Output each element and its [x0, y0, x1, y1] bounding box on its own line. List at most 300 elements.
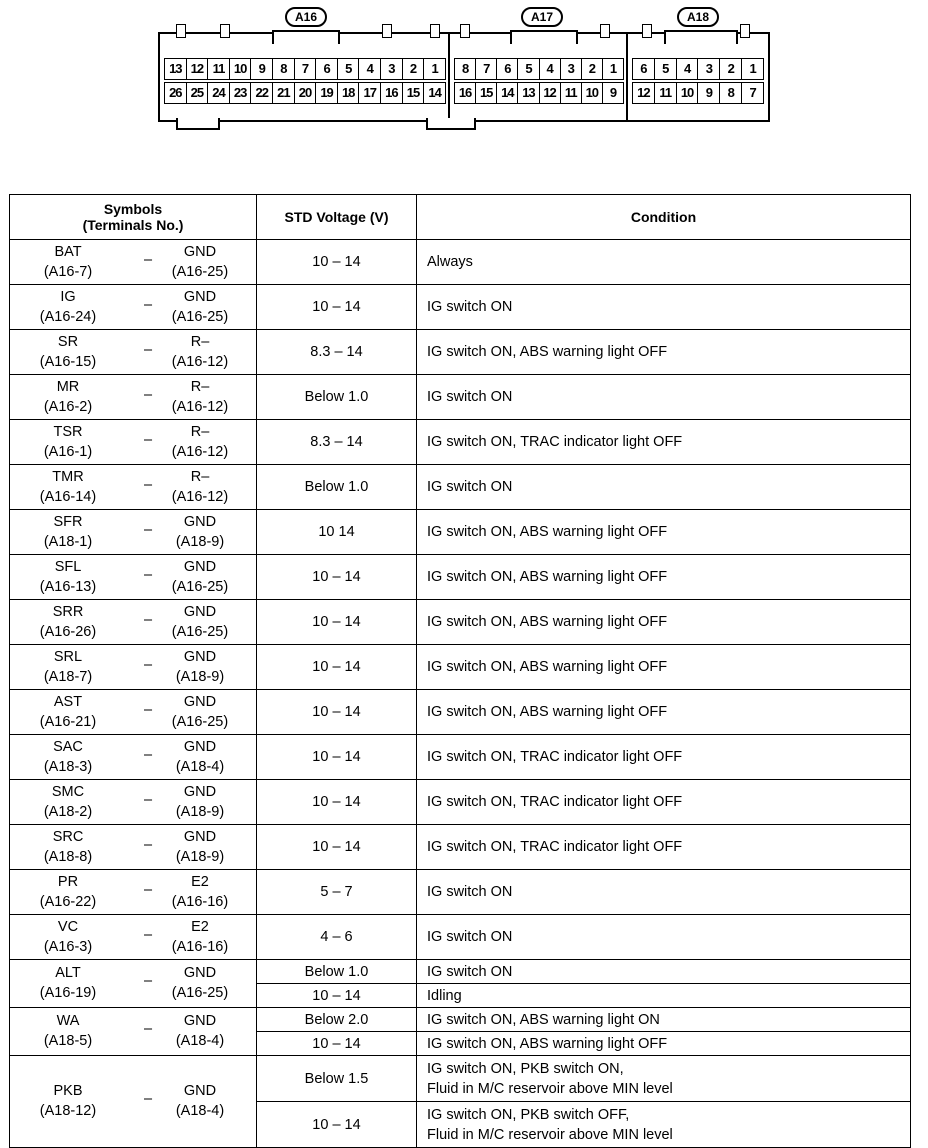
pin-label: 15 [475, 82, 496, 104]
terminal-to [160, 963, 240, 1003]
pin-label: 21 [272, 82, 294, 104]
condition-cell [417, 645, 911, 690]
symbol-name: TSR [53, 424, 83, 440]
terminal-to [160, 1081, 240, 1121]
terminal-number: (A16-16) [171, 894, 229, 910]
symbol-name: SFL [54, 559, 82, 575]
terminal-number: (A16-21) [39, 714, 97, 730]
connector-a18-label: A18 [677, 7, 719, 27]
pin-label: 1 [602, 58, 624, 80]
voltage-value: 5 – 7 [320, 884, 353, 900]
connector-a16-label: A16 [285, 7, 327, 27]
terminal-from [28, 647, 108, 687]
terminal-from [28, 692, 108, 732]
separator-dash: – [143, 342, 153, 358]
condition-cell [417, 825, 911, 870]
condition-cell [417, 780, 911, 825]
terminal-from [28, 242, 108, 282]
terminal-to [160, 242, 240, 282]
terminal-to [160, 377, 240, 417]
symbol-name: SRL [53, 649, 83, 665]
pin-label: 4 [358, 58, 380, 80]
terminal-number: (A16-16) [171, 939, 229, 955]
pin-label: 7 [475, 58, 496, 80]
condition-cell [417, 600, 911, 645]
symbol-cell [10, 375, 257, 420]
voltage-cell [257, 465, 417, 510]
condition-text: IG switch ON [427, 299, 513, 315]
table-body [10, 240, 911, 1148]
symbol-cell [10, 330, 257, 375]
symbol-name: SR [57, 334, 79, 350]
terminal-from [28, 332, 108, 372]
pin-label: 11 [560, 82, 581, 104]
symbol-cell [10, 960, 257, 1008]
separator-dash: – [143, 1021, 153, 1037]
pin-label: 24 [207, 82, 229, 104]
condition-text: IG switch ON [427, 963, 513, 980]
voltage-value: Below 1.0 [304, 389, 369, 405]
terminal-to [160, 782, 240, 822]
terminal-number: (A16-24) [39, 309, 97, 325]
pin-label: 13 [164, 58, 186, 80]
table-row [10, 600, 911, 645]
terminal-from [28, 377, 108, 417]
pin-label: 8 [454, 58, 475, 80]
symbol-name: ALT [55, 965, 81, 981]
terminal-number: (A18-8) [43, 849, 93, 865]
condition-cell [417, 1008, 911, 1056]
table-row [10, 870, 911, 915]
symbol-name: WA [56, 1013, 80, 1029]
condition-cell [417, 870, 911, 915]
voltage-value: 10 – 14 [312, 254, 361, 270]
symbol-name: IG [60, 289, 76, 305]
separator-dash: – [143, 387, 153, 403]
terminal-number: (A18-4) [175, 759, 225, 775]
condition-text: IG switch ON, PKB switch ON, Fluid in M/C reservoir above MIN level [427, 1060, 673, 1097]
terminal-number: (A18-12) [39, 1103, 97, 1119]
terminal-number: (A16-25) [171, 309, 229, 325]
terminal-from [28, 1081, 108, 1121]
symbol-cell [10, 240, 257, 285]
terminal-number: (A16-25) [171, 714, 229, 730]
condition-text: IG switch ON, ABS warning light OFF [427, 569, 668, 585]
voltage-value: 8.3 – 14 [310, 344, 363, 360]
separator-dash: – [143, 297, 153, 313]
symbol-cell [10, 825, 257, 870]
terminal-number: (A16-14) [39, 489, 97, 505]
symbol-cell [10, 510, 257, 555]
condition-text: Always [427, 254, 473, 270]
symbol-name: SRC [52, 829, 84, 845]
symbol-cell [10, 1056, 257, 1148]
terminal-number: (A18-4) [175, 1033, 225, 1049]
condition-text: IG switch ON, ABS warning light OFF [427, 704, 668, 720]
pin-label: 25 [186, 82, 208, 104]
condition-cell [417, 555, 911, 600]
symbol-name: SFR [53, 514, 83, 530]
voltage-header: STD Voltage (V) [257, 195, 417, 240]
voltage-cell [257, 1008, 417, 1056]
pin-label: 23 [229, 82, 251, 104]
terminal-number: (A18-9) [175, 669, 225, 685]
voltage-cell [257, 510, 417, 555]
pin-label: 12 [632, 82, 654, 104]
pin-label: 26 [164, 82, 186, 104]
voltage-cell [257, 375, 417, 420]
condition-text: IG switch ON [427, 479, 513, 495]
pin-label: 8 [719, 82, 741, 104]
terminal-to [160, 557, 240, 597]
terminal-number: (A16-26) [39, 624, 97, 640]
terminal-to [160, 512, 240, 552]
terminal-number: (A18-4) [175, 1103, 225, 1119]
terminal-from [28, 872, 108, 912]
separator-dash: – [143, 252, 153, 268]
terminal-number: (A16-25) [171, 579, 229, 595]
separator-dash: – [143, 657, 153, 673]
terminal-from [28, 557, 108, 597]
symbol-name: E2 [191, 919, 209, 935]
condition-text: IG switch ON [427, 884, 513, 900]
terminal-from [28, 782, 108, 822]
symbols-header-line2: (Terminals No.) [82, 217, 184, 233]
symbol-cell [10, 420, 257, 465]
separator-dash: – [143, 1091, 153, 1107]
voltage-value: 10 – 14 [257, 983, 416, 1007]
terminal-number: (A18-1) [43, 534, 93, 550]
symbol-name: TMR [52, 469, 84, 485]
pin-label: 10 [229, 58, 251, 80]
symbol-cell [10, 555, 257, 600]
voltage-spec-table [9, 194, 911, 1148]
condition-header: Condition [417, 195, 911, 240]
voltage-cell [257, 690, 417, 735]
condition-text: IG switch ON, ABS warning light OFF [427, 614, 668, 630]
separator-dash: – [143, 927, 153, 943]
table-row [10, 240, 911, 285]
terminal-from [28, 467, 108, 507]
voltage-cell [257, 735, 417, 780]
pin-label: 6 [315, 58, 337, 80]
terminal-from [28, 602, 108, 642]
pin-label: 2 [581, 58, 602, 80]
voltage-cell [257, 915, 417, 960]
pin-label: 13 [517, 82, 538, 104]
symbol-cell [10, 690, 257, 735]
symbol-cell [10, 600, 257, 645]
voltage-value: 10 – 14 [312, 839, 361, 855]
symbol-cell [10, 780, 257, 825]
pin-label: 22 [250, 82, 272, 104]
symbol-cell [10, 915, 257, 960]
condition-text: IG switch ON, ABS warning light OFF [427, 524, 668, 540]
voltage-value: 10 – 14 [257, 1031, 416, 1055]
terminal-from [28, 827, 108, 867]
connector-a17 [448, 32, 630, 122]
pin-label: 3 [560, 58, 581, 80]
pin-label: 10 [581, 82, 602, 104]
voltage-value: Below 2.0 [304, 1011, 369, 1028]
table-row [10, 465, 911, 510]
table-row [10, 780, 911, 825]
symbol-name: GND [183, 1013, 217, 1029]
pin-label: 14 [496, 82, 517, 104]
condition-text: IG switch ON, ABS warning light OFF [427, 659, 668, 675]
symbol-name: GND [183, 244, 217, 260]
terminal-number: (A18-3) [43, 759, 93, 775]
terminal-number: (A16-12) [171, 354, 229, 370]
pin-label: 2 [719, 58, 741, 80]
terminal-to [160, 467, 240, 507]
table-row [10, 375, 911, 420]
separator-dash: – [143, 477, 153, 493]
terminal-number: (A16-2) [43, 399, 93, 415]
terminal-number: (A16-12) [171, 444, 229, 460]
terminal-number: (A16-25) [171, 624, 229, 640]
pin-label: 5 [337, 58, 359, 80]
voltage-cell [257, 240, 417, 285]
separator-dash: – [143, 747, 153, 763]
condition-cell [417, 1056, 911, 1148]
condition-cell [417, 330, 911, 375]
symbol-cell [10, 1008, 257, 1056]
pin-label: 4 [676, 58, 698, 80]
terminal-to [160, 1011, 240, 1051]
pin-label: 19 [315, 82, 337, 104]
connector-a17-bottom-pins [454, 82, 624, 104]
voltage-cell [257, 555, 417, 600]
condition-text: IG switch ON, TRAC indicator light OFF [427, 794, 683, 810]
voltage-cell [257, 600, 417, 645]
symbol-name: R– [190, 334, 210, 350]
symbol-name: GND [183, 829, 217, 845]
terminal-number: (A18-5) [43, 1033, 93, 1049]
voltage-cell [257, 960, 417, 1008]
voltage-value: 10 – 14 [257, 1101, 416, 1147]
voltage-value: 10 – 14 [312, 659, 361, 675]
voltage-value: 8.3 – 14 [310, 434, 363, 450]
symbol-cell [10, 285, 257, 330]
connector-a18 [626, 32, 770, 122]
terminal-from [28, 512, 108, 552]
pin-label: 10 [676, 82, 698, 104]
connector-a17-top-pins [454, 58, 624, 80]
terminal-from [28, 963, 108, 1003]
symbol-name: R– [190, 469, 210, 485]
table-row [10, 690, 911, 735]
terminal-number: (A16-22) [39, 894, 97, 910]
table-row [10, 420, 911, 465]
voltage-cell [257, 285, 417, 330]
pin-label: 12 [186, 58, 208, 80]
terminal-number: (A18-7) [43, 669, 93, 685]
table-row [10, 960, 911, 1008]
symbol-name: GND [183, 784, 217, 800]
symbol-cell [10, 645, 257, 690]
table-row [10, 555, 911, 600]
pin-label: 11 [207, 58, 229, 80]
connector-a16-bottom-pins [164, 82, 446, 104]
condition-cell [417, 960, 911, 1008]
terminal-to [160, 692, 240, 732]
terminal-to [160, 827, 240, 867]
voltage-value: 10 – 14 [312, 569, 361, 585]
terminal-to [160, 872, 240, 912]
condition-cell [417, 915, 911, 960]
voltage-value: 4 – 6 [320, 929, 353, 945]
symbol-cell [10, 735, 257, 780]
terminal-to [160, 422, 240, 462]
pin-label: 20 [294, 82, 316, 104]
pin-label: 7 [294, 58, 316, 80]
voltage-value: 10 14 [318, 524, 355, 540]
voltage-value: 10 – 14 [312, 614, 361, 630]
terminal-number: (A16-7) [43, 264, 93, 280]
pin-label: 16 [454, 82, 475, 104]
symbol-name: GND [183, 965, 217, 981]
symbol-cell [10, 870, 257, 915]
symbol-name: BAT [54, 244, 82, 260]
terminal-number: (A16-25) [171, 264, 229, 280]
condition-cell [417, 375, 911, 420]
terminal-number: (A18-9) [175, 849, 225, 865]
condition-text: IG switch ON, TRAC indicator light OFF [427, 839, 683, 855]
condition-text: IG switch ON, ABS warning light ON [427, 1011, 660, 1028]
symbol-name: VC [57, 919, 79, 935]
pin-label: 6 [632, 58, 654, 80]
condition-cell [417, 240, 911, 285]
symbol-name: MR [56, 379, 80, 395]
terminal-number: (A18-2) [43, 804, 93, 820]
symbol-name: GND [183, 514, 217, 530]
pin-label: 5 [654, 58, 676, 80]
connector-a18-top-pins [632, 58, 764, 80]
voltage-value: Below 1.0 [304, 479, 369, 495]
symbol-cell [10, 465, 257, 510]
terminal-number: (A16-19) [39, 985, 97, 1001]
separator-dash: – [143, 702, 153, 718]
voltage-cell [257, 870, 417, 915]
symbol-name: GND [183, 289, 217, 305]
table-row [10, 915, 911, 960]
symbol-name: GND [183, 604, 217, 620]
symbol-name: GND [183, 739, 217, 755]
symbols-header [10, 195, 257, 240]
condition-text: IG switch ON, TRAC indicator light OFF [427, 749, 683, 765]
separator-dash: – [143, 432, 153, 448]
terminal-number: (A16-25) [171, 985, 229, 1001]
separator-dash: – [143, 567, 153, 583]
pin-label: 9 [250, 58, 272, 80]
symbol-name: PKB [53, 1083, 83, 1099]
terminal-from [28, 737, 108, 777]
symbol-name: R– [190, 424, 210, 440]
pin-label: 1 [741, 58, 764, 80]
pin-label: 4 [539, 58, 560, 80]
condition-text: Idling [417, 983, 910, 1007]
condition-cell [417, 510, 911, 555]
connector-diagram [0, 0, 928, 135]
pin-label: 18 [337, 82, 359, 104]
pin-label: 9 [697, 82, 719, 104]
voltage-cell [257, 1056, 417, 1148]
symbol-name: SRR [52, 604, 84, 620]
separator-dash: – [143, 837, 153, 853]
pin-label: 17 [358, 82, 380, 104]
condition-cell [417, 285, 911, 330]
pin-label: 3 [380, 58, 402, 80]
terminal-number: (A16-1) [43, 444, 93, 460]
voltage-cell [257, 825, 417, 870]
pin-label: 3 [697, 58, 719, 80]
terminal-number: (A16-13) [39, 579, 97, 595]
table-row [10, 510, 911, 555]
condition-text: IG switch ON, PKB switch OFF, Fluid in M/C reservoir above MIN level [417, 1101, 910, 1147]
condition-text: IG switch ON, ABS warning light OFF [427, 344, 668, 360]
table-row [10, 1008, 911, 1056]
terminal-to [160, 332, 240, 372]
separator-dash: – [143, 973, 153, 989]
terminal-number: (A16-3) [43, 939, 93, 955]
terminal-number: (A18-9) [175, 534, 225, 550]
symbols-header-line1: Symbols [103, 201, 163, 217]
voltage-value: 10 – 14 [312, 794, 361, 810]
condition-cell [417, 690, 911, 735]
table-row [10, 735, 911, 780]
symbol-name: GND [183, 1083, 217, 1099]
pin-label: 8 [272, 58, 294, 80]
symbol-name: GND [183, 559, 217, 575]
condition-text: IG switch ON, TRAC indicator light OFF [427, 434, 683, 450]
separator-dash: – [143, 882, 153, 898]
pin-label: 2 [402, 58, 424, 80]
pin-label: 11 [654, 82, 676, 104]
pin-label: 5 [517, 58, 538, 80]
symbol-name: R– [190, 379, 210, 395]
terminal-number: (A16-15) [39, 354, 97, 370]
symbol-name: GND [183, 694, 217, 710]
voltage-value: 10 – 14 [312, 749, 361, 765]
terminal-number: (A18-9) [175, 804, 225, 820]
terminal-number: (A16-12) [171, 399, 229, 415]
terminal-to [160, 602, 240, 642]
terminal-to [160, 647, 240, 687]
symbol-name: GND [183, 649, 217, 665]
symbol-name: AST [53, 694, 83, 710]
table-row [10, 825, 911, 870]
condition-cell [417, 735, 911, 780]
voltage-cell [257, 645, 417, 690]
separator-dash: – [143, 522, 153, 538]
connector-a17-label: A17 [521, 7, 563, 27]
condition-cell [417, 420, 911, 465]
terminal-from [28, 422, 108, 462]
condition-cell [417, 465, 911, 510]
symbol-name: SMC [51, 784, 85, 800]
separator-dash: – [143, 612, 153, 628]
table-row [10, 285, 911, 330]
table-row [10, 330, 911, 375]
connector-a18-bottom-pins [632, 82, 764, 104]
terminal-number: (A16-12) [171, 489, 229, 505]
terminal-to [160, 737, 240, 777]
table-header-row [10, 195, 911, 240]
pin-label: 9 [602, 82, 624, 104]
table-row [10, 1056, 911, 1148]
pin-label: 14 [423, 82, 446, 104]
